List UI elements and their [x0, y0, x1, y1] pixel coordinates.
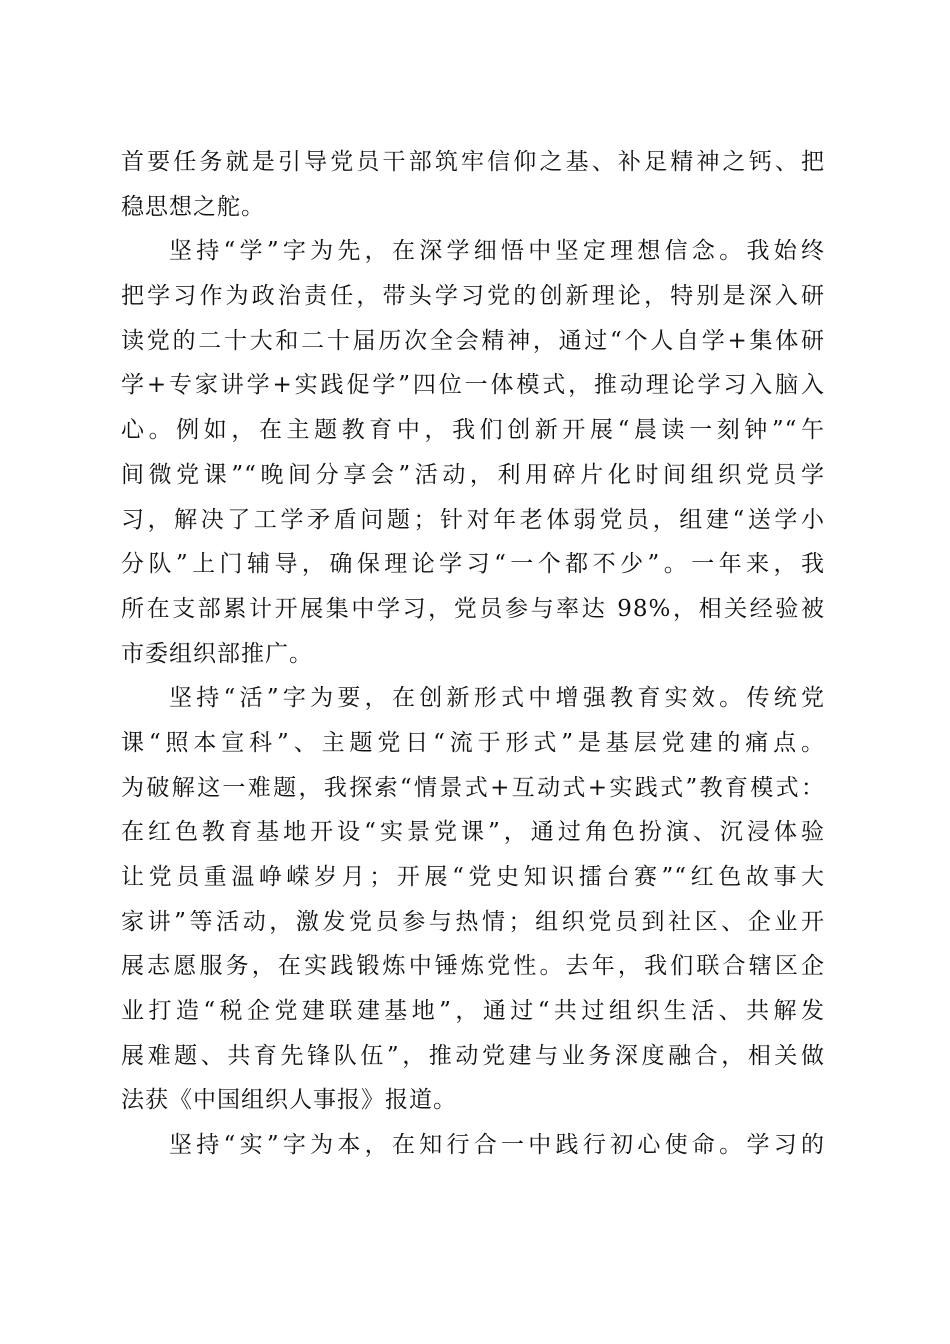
- text-line: 学+专家讲学+实践促学”四位一体模式，推动理论学习入脑入: [121, 372, 825, 399]
- text-line: 所在支部累计开展集中学习，党员参与率达 98%，相关经验被: [121, 595, 825, 622]
- text-line: 让党员重温峥嵘岁月；开展“党史知识擂台赛”“红色故事大: [121, 864, 825, 890]
- text-line: 法获《中国组织人事报》报道。: [121, 1087, 457, 1114]
- text-line: 首要任务就是引导党员干部筑牢信仰之基、补足精神之钙、把: [121, 149, 825, 175]
- text-line: 把学习作为政治责任，带头学习党的创新理论，特别是深入研: [121, 283, 825, 310]
- text-line: 业打造“税企党建联建基地”，通过“共过组织生活、共解发: [121, 998, 825, 1025]
- text-line: 分队”上门辅导，确保理论学习“一个都不少”。一年来，我: [121, 551, 825, 578]
- text-line: 市委组织部推广。: [121, 640, 313, 667]
- text-line: 展难题、共育先锋队伍”，推动党建与业务深度融合，相关做: [121, 1042, 825, 1069]
- paragraph-start-line: 坚持“实”字为本，在知行合一中践行初心使命。学习的: [169, 1132, 825, 1159]
- paragraph-start-line: 坚持“学”字为先，在深学细悟中坚定理想信念。我始终: [169, 238, 825, 265]
- text-line: 为破解这一难题，我探索“情景式+互动式+实践式”教育模式：: [121, 774, 825, 801]
- paragraph-start-line: 坚持“活”字为要，在创新形式中增强教育实效。传统党: [169, 685, 825, 712]
- text-line: 展志愿服务，在实践锻炼中锤炼党性。去年，我们联合辖区企: [121, 953, 825, 980]
- text-line: 稳思想之舵。: [121, 193, 265, 220]
- text-line: 在红色教育基地开设“实景党课”，通过角色扮演、沉浸体验: [121, 819, 825, 846]
- text-line: 家讲”等活动，激发党员参与热情；组织党员到社区、企业开: [121, 908, 825, 935]
- text-line: 心。例如，在主题教育中，我们创新开展“晨读一刻钟”“午: [121, 417, 825, 444]
- text-line: 读党的二十大和二十届历次全会精神，通过“个人自学+集体研: [121, 327, 825, 354]
- text-line: 习，解决了工学矛盾问题；针对年老体弱党员，组建“送学小: [121, 506, 825, 533]
- body-text: [121, 140, 825, 1168]
- text-line: 课“照本宣科”、主题党日“流于形式”是基层党建的痛点。: [121, 729, 825, 756]
- text-line: 间微党课”“晚间分享会”活动，利用碎片化时间组织党员学: [121, 461, 825, 488]
